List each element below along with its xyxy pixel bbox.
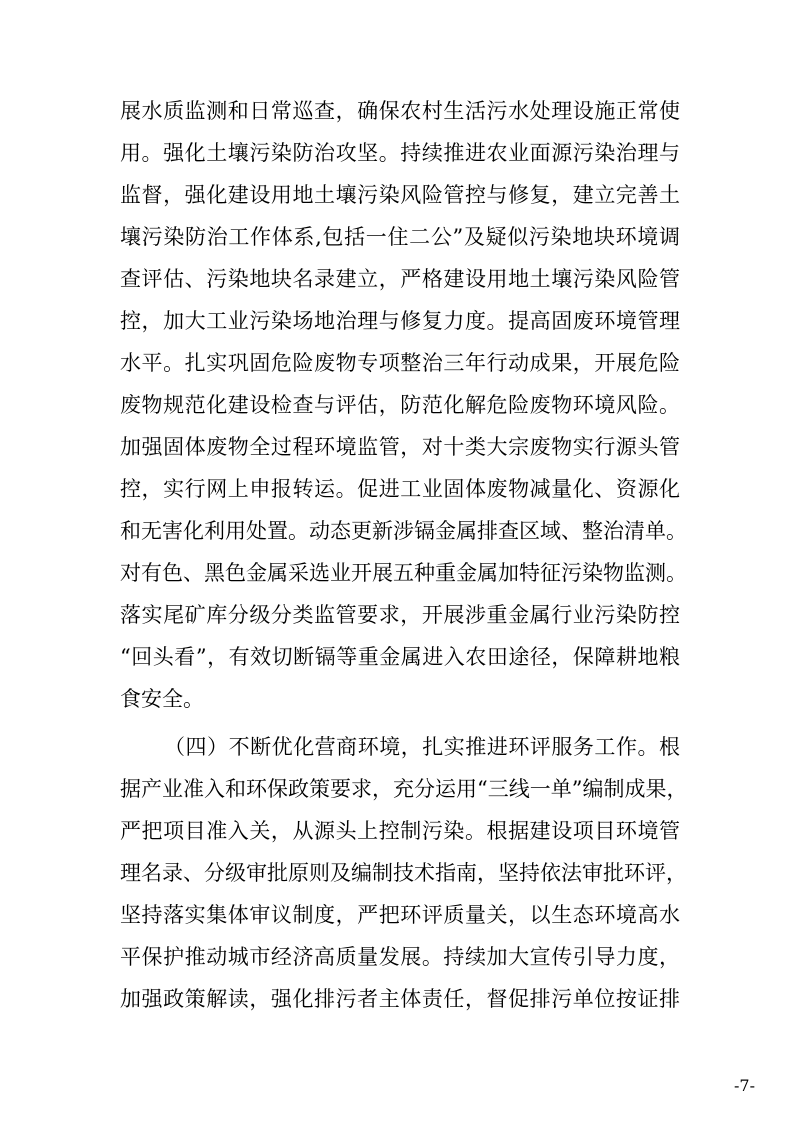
text-line: 对有色、黑色金属采选业开展五种重金属加特征污染物监测。: [120, 561, 687, 585]
text-line: 控，加大工业污染场地治理与修复力度。提高固废环境管理: [120, 309, 680, 333]
text-line: 坚持落实集体审议制度，严把环评质量关，以生态环境高水: [120, 903, 680, 927]
text-line: 壤污染防治工作体系,包括一住二公”及疑似污染地块环境调: [120, 225, 680, 249]
text-line: “回头看”，有效切断镉等重金属进入农田途径，保障耕地粮: [120, 645, 680, 669]
body-text: [120, 90, 688, 1020]
text-line: 废物规范化建设检查与评估，防范化解危险废物环境风险。: [120, 393, 680, 417]
text-line: 落实尾矿库分级分类监管要求，开展涉重金属行业污染防控: [120, 603, 680, 627]
text-line: 监督，强化建设用地土壤污染风险管控与修复，建立完善土: [120, 183, 680, 207]
text-line: 和无害化利用处置。动态更新涉镉金属排查区域、整治清单。: [120, 519, 687, 543]
text-line: 加强固体废物全过程环境监管，对十类大宗废物实行源头管: [120, 435, 680, 459]
text-line: 水平。扎实巩固危险废物专项整治三年行动成果，开展危险: [120, 351, 680, 375]
text-line: 控，实行网上申报转运。促进工业固体废物减量化、资源化: [120, 477, 680, 501]
text-line: 展水质监测和日常巡查，确保农村生活污水处理设施正常使: [120, 99, 680, 123]
text-line: 平保护推动城市经济高质量发展。持续加大宣传引导力度，: [120, 945, 680, 969]
text-line: 用。强化土壤污染防治攻坚。持续推进农业面源污染治理与: [120, 141, 680, 165]
text-line: 据产业准入和环保政策要求，充分运用“三线一单”编制成果，: [120, 777, 688, 801]
text-line: 严把项目准入关，从源头上控制污染。根据建设项目环境管: [120, 819, 680, 843]
text-line: 理名录、分级审批原则及编制技术指南，坚持依法审批环评，: [120, 861, 687, 885]
page-number: -7-: [734, 1076, 755, 1095]
text-line: （四）不断优化营商环境，扎实推进环评服务工作。根: [164, 735, 680, 759]
text-line: 加强政策解读，强化排污者主体责任，督促排污单位按证排: [120, 987, 680, 1011]
text-line: 食安全。: [120, 687, 204, 711]
paragraph-2: [120, 726, 688, 1020]
paragraph-1: [120, 90, 687, 720]
text-line: 查评估、污染地块名录建立，严格建设用地土壤污染风险管: [120, 267, 680, 291]
